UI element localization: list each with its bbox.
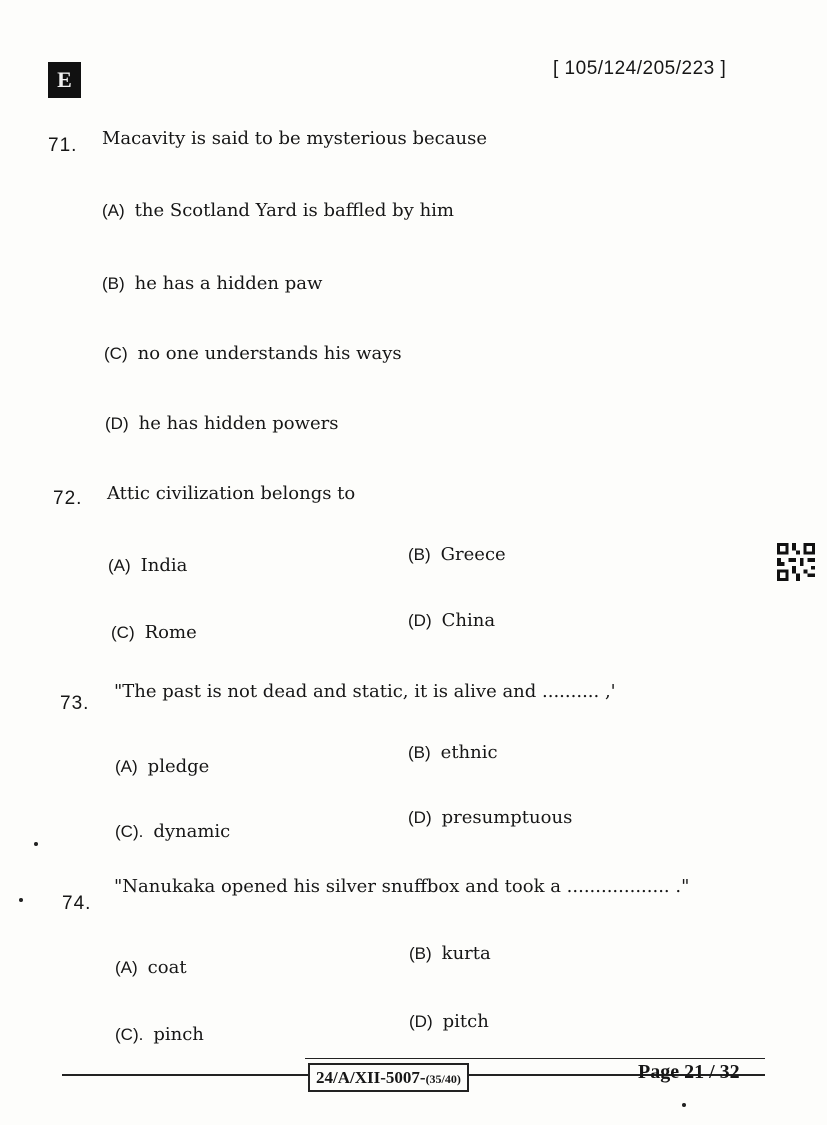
option-label: (C). xyxy=(115,1025,144,1044)
question-74-number: 74. xyxy=(62,893,92,914)
footer-code-small: (35/40) xyxy=(425,1072,461,1086)
page-number: Page 21 / 32 xyxy=(638,1061,740,1083)
question-71-option-a xyxy=(102,200,454,221)
option-label: (C). xyxy=(115,822,144,841)
question-74-option-a xyxy=(115,957,187,978)
option-text: pitch xyxy=(442,1011,489,1032)
footer-code-main: 24/A/XII-5007- xyxy=(316,1068,426,1087)
option-text: India xyxy=(140,555,188,576)
option-text: Rome xyxy=(144,622,197,643)
question-73-option-d xyxy=(408,807,572,828)
question-72-option-c xyxy=(111,622,197,643)
option-text: China xyxy=(441,610,496,631)
question-74-option-b xyxy=(409,943,491,964)
footer-code xyxy=(308,1063,469,1092)
option-text: kurta xyxy=(441,943,491,964)
option-label: (A) xyxy=(115,757,138,776)
question-74-option-c xyxy=(115,1024,204,1045)
qr-code-icon xyxy=(777,543,815,581)
question-72-option-a xyxy=(108,555,187,576)
question-71-option-c xyxy=(104,343,402,364)
option-text: Greece xyxy=(440,544,506,565)
option-text: ethnic xyxy=(440,742,498,763)
question-71-number: 71. xyxy=(48,135,78,156)
scan-speck xyxy=(682,1103,686,1107)
option-label: (B) xyxy=(408,545,431,564)
option-label: (D) xyxy=(408,808,432,827)
question-71-option-b xyxy=(102,273,322,294)
question-71-text: Macavity is said to be mysterious because xyxy=(102,128,487,149)
option-label: (A) xyxy=(108,556,131,575)
scan-speck xyxy=(34,842,38,846)
option-label: (D) xyxy=(408,611,432,630)
question-72-option-b xyxy=(408,544,506,565)
question-73-number: 73. xyxy=(60,693,90,714)
scan-speck xyxy=(19,898,23,902)
question-71-option-d xyxy=(105,413,338,434)
question-74-option-d xyxy=(409,1011,489,1032)
question-72-text: Attic civilization belongs to xyxy=(107,483,356,504)
option-text: no one understands his ways xyxy=(137,343,402,364)
question-73-option-c xyxy=(115,821,230,842)
option-label: (B) xyxy=(409,944,432,963)
option-label: (D) xyxy=(409,1012,433,1031)
option-text: coat xyxy=(147,957,187,978)
option-label: (D) xyxy=(105,414,129,433)
option-text: dynamic xyxy=(153,821,231,842)
option-text: pinch xyxy=(153,1024,204,1045)
option-label: (C) xyxy=(111,623,135,642)
option-text: he has a hidden paw xyxy=(134,273,323,294)
option-text: presumptuous xyxy=(441,807,573,828)
option-text: he has hidden powers xyxy=(138,413,339,434)
question-73-option-a xyxy=(115,756,209,777)
option-label: (B) xyxy=(102,274,125,293)
paper-code: [ 105/124/205/223 ] xyxy=(553,58,727,79)
set-badge: E xyxy=(48,62,81,98)
footer-rule-upper xyxy=(305,1058,765,1059)
question-73-text: "The past is not dead and static, it is alive and .......... ,' xyxy=(114,681,616,702)
option-label: (A) xyxy=(115,958,138,977)
question-74-text: "Nanukaka opened his silver snuffbox and took a .................. ." xyxy=(114,876,690,897)
question-73-option-b xyxy=(408,742,498,763)
option-label: (A) xyxy=(102,201,125,220)
option-text: the Scotland Yard is baffled by him xyxy=(134,200,454,221)
option-text: pledge xyxy=(147,756,210,777)
question-72-number: 72. xyxy=(53,488,83,509)
option-label: (C) xyxy=(104,344,128,363)
option-label: (B) xyxy=(408,743,431,762)
question-72-option-d xyxy=(408,610,495,631)
